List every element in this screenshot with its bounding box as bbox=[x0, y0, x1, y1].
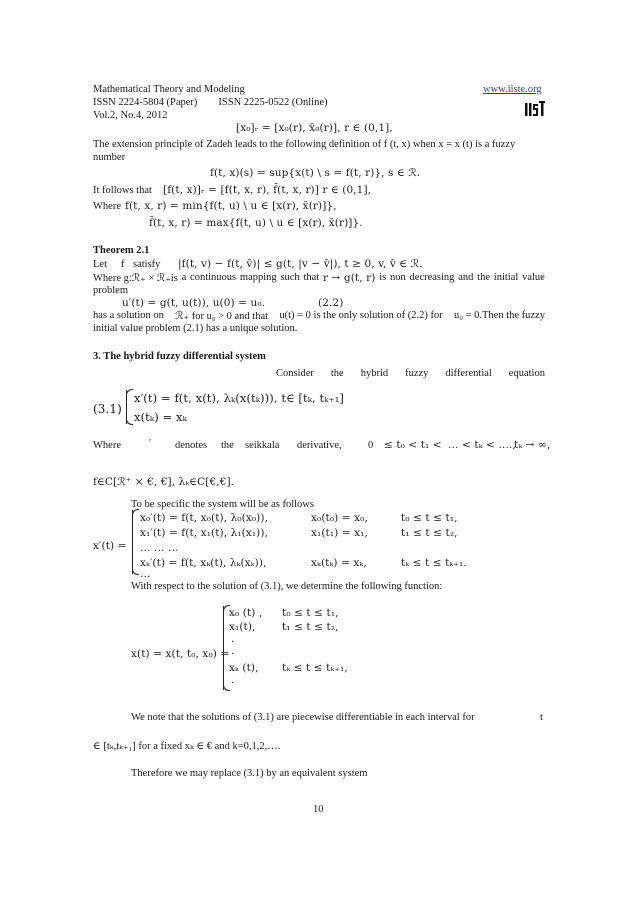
system-row-1-mid: x₁(t₁) = x₁, bbox=[311, 527, 368, 539]
number-text: number bbox=[93, 152, 126, 163]
where-row-8: … < tₖ < …., bbox=[448, 439, 516, 451]
note-t: t bbox=[540, 712, 543, 723]
min-equation: f(t, x, r) = min{f(t, u) \ u ∈ [x(r), x̄(r)]}, bbox=[125, 200, 337, 212]
where-row-6: 0 bbox=[368, 440, 374, 451]
consider-1: the bbox=[330, 368, 344, 379]
consider-2: hybrid bbox=[360, 368, 389, 379]
system-row-1-left: x₁′(t) = f(t, x₁(t), λ₁(x₁)), bbox=[140, 527, 269, 539]
comparison-equation: u′(t) = g(t, u(t)), u(0) = u₀. bbox=[122, 297, 266, 309]
solution-part-3: u₀ = 0.Then the fuzzy bbox=[454, 310, 545, 321]
where-g-12: initial bbox=[493, 272, 519, 283]
where-g-2: continuous bbox=[190, 272, 237, 283]
where-g-line bbox=[93, 272, 545, 284]
journal-url-link[interactable]: www.iiste.org bbox=[483, 84, 542, 95]
hybrid-equation-line1: x′(t) = f(t, x(t), λₖ(x(tₖ))), t∈ [tₖ, tₖ₊₁] bbox=[134, 391, 345, 405]
fuzzy-interval-equation: [x₀]ᵣ = [x₀(r), x̄₀(r)], r ∈ (0,1], bbox=[236, 122, 393, 134]
let-f: f bbox=[121, 259, 125, 270]
where-g-11: the bbox=[477, 272, 490, 283]
follows-equation: [f(t, x)]ᵣ = [f(t, x, r), f̄(t, x, r)] r ∈ (0,1], bbox=[163, 184, 372, 196]
solution-line bbox=[93, 310, 545, 322]
sup-definition-equation: f(t, x)(s) = sup{x(t) \ s = f(t, r)}, s ∈ ℛ. bbox=[210, 167, 421, 179]
system-row-3-right: tₖ ≤ t ≤ tₖ₊₁. bbox=[401, 557, 467, 569]
where-row-9: tₖ → ∞, bbox=[514, 439, 551, 451]
system-row-0-right: t₀ ≤ t ≤ t₁, bbox=[401, 512, 458, 524]
system-row-0-mid: x₀(t₀) = x₀, bbox=[311, 512, 368, 524]
where-row-2: denotes bbox=[175, 440, 208, 451]
where-g-1: a bbox=[181, 272, 187, 283]
where-row-7: ≤ t₀ < t₁ < bbox=[384, 439, 442, 451]
system-lhs: x′(t) = bbox=[93, 540, 127, 552]
function-lhs: x(t) = x(t, t₀, x₀) = bbox=[131, 648, 230, 660]
where-row-3: the bbox=[221, 440, 234, 451]
lipschitz-condition: |f(t, v) − f(t, v̄)| ≤ g(t, |v − v̄|), t ≥ 0, v, v̄ ∈ ℛ. bbox=[178, 258, 423, 270]
func-row-4-right: tₖ ≤ t ≤ tₖ₊₁, bbox=[282, 662, 348, 674]
func-row-3-left: . bbox=[231, 645, 235, 657]
func-row-5-left: . bbox=[231, 674, 235, 686]
func-row-4-left: xₖ (t), bbox=[229, 662, 259, 674]
system-row-1-right: t₁ ≤ t ≤ t₂, bbox=[401, 527, 458, 539]
equation-label-2-2: (2.2) bbox=[318, 297, 344, 309]
journal-title: Mathematical Theory and Modeling bbox=[93, 84, 245, 95]
note-text: We note that the solutions of (3.1) are piecewise differentiable in each interval for bbox=[131, 712, 475, 723]
system-brace bbox=[126, 390, 127, 424]
where-label: Where bbox=[93, 201, 121, 212]
system-row-3-left: xₖ′(t) = f(t, xₖ(t), λₖ(xₖ)), bbox=[140, 557, 267, 569]
section-title: 3. The hybrid fuzzy differential system bbox=[93, 351, 266, 362]
expanded-system-brace bbox=[132, 510, 133, 574]
where-g-13: value bbox=[522, 272, 545, 283]
let-word: Let bbox=[93, 259, 107, 270]
max-equation: f̄(t, x, r) = max{f(t, u) \ u ∈ [x(r), x̄(r)]}. bbox=[149, 217, 363, 229]
consider-0: Consider bbox=[276, 368, 314, 379]
interval-text: ∈ [tₖ,tₖ₊₁] for a fixed xₖ ∈ € and k=0,1,2,…. bbox=[93, 741, 281, 752]
where-row-0: Where bbox=[93, 440, 121, 451]
respect-text: With respect to the solution of (3.1), we determine the following function: bbox=[131, 581, 443, 592]
volume-line: Vol.2, No.4, 2012 bbox=[93, 110, 168, 121]
where-g-5: that bbox=[303, 272, 320, 283]
iiste-logo bbox=[524, 100, 546, 117]
where-g-7: is bbox=[379, 272, 387, 283]
where-g-4: such bbox=[280, 272, 300, 283]
consider-3: fuzzy bbox=[405, 368, 429, 379]
replace-text: Therefore we may replace (3.1) by an equivalent system bbox=[131, 768, 368, 779]
where-row-4: seikkala bbox=[245, 440, 280, 451]
where-g-0: Where g:ℛ₊ × ℛ₊is bbox=[93, 273, 178, 284]
system-row-2-left: … … … bbox=[140, 542, 179, 554]
where-g-6: r → g(t, r) bbox=[323, 272, 376, 284]
func-row-1-right: t₁ ≤ t ≤ t₂, bbox=[282, 621, 339, 633]
solution-part-2: u(t) = 0 is the only solution of (2.2) for bbox=[279, 310, 443, 321]
unique-solution-line: initial value problem (2.1) has a unique solution. bbox=[93, 323, 298, 334]
problem-word: problem bbox=[93, 285, 128, 296]
where-g-3: mapping bbox=[239, 272, 277, 283]
system-ellipsis: … bbox=[140, 568, 151, 580]
func-row-1-left: x₁(t), bbox=[229, 621, 256, 633]
where-g-10: and bbox=[458, 272, 474, 283]
system-row-0-left: x₀′(t) = f(t, x₀(t), λ₀(x₀)), bbox=[140, 512, 269, 524]
solution-part-1: ℛ₊ for u₀ > 0 and that bbox=[175, 311, 269, 322]
specific-text: To be specific the system will be as follows bbox=[131, 499, 314, 510]
consider-line bbox=[276, 368, 545, 379]
page-number: 10 bbox=[313, 804, 324, 815]
extension-principle-text: The extension principle of Zadeh leads to the following definition of f (t, x) when x = x (t) is a fuzzy bbox=[93, 139, 516, 150]
function-spaces-line: f∈C[ℛ⁺ × €, €], λₖ∈C[€,€]. bbox=[93, 476, 235, 488]
where-row-1: ′ bbox=[149, 438, 152, 449]
where-g-9: decreasing bbox=[409, 272, 455, 283]
func-row-2-left: . bbox=[231, 633, 235, 645]
hybrid-equation-line2: x(tₖ) = xₖ bbox=[134, 410, 187, 424]
consider-4: differential bbox=[445, 368, 492, 379]
system-row-3-mid: xₖ(tₖ) = xₖ, bbox=[311, 557, 367, 569]
consider-5: equation bbox=[508, 368, 545, 379]
equation-label-3-1: (3.1) bbox=[93, 402, 122, 416]
func-row-0-right: t₀ ≤ t ≤ t₁, bbox=[282, 607, 339, 619]
func-row-0-left: x₀ (t) , bbox=[229, 607, 263, 619]
where-g-8: non bbox=[390, 272, 406, 283]
follows-label: It follows that bbox=[93, 185, 152, 196]
solution-part-0: has a solution on bbox=[93, 310, 164, 321]
issn-line: ISSN 2224-5804 (Paper) ISSN 2225-0522 (Online) bbox=[93, 97, 328, 108]
function-brace bbox=[223, 606, 224, 690]
where-row-5: derivative, bbox=[297, 440, 342, 451]
theorem-title: Theorem 2.1 bbox=[93, 245, 150, 256]
let-satisfy: satisfy bbox=[133, 259, 161, 270]
